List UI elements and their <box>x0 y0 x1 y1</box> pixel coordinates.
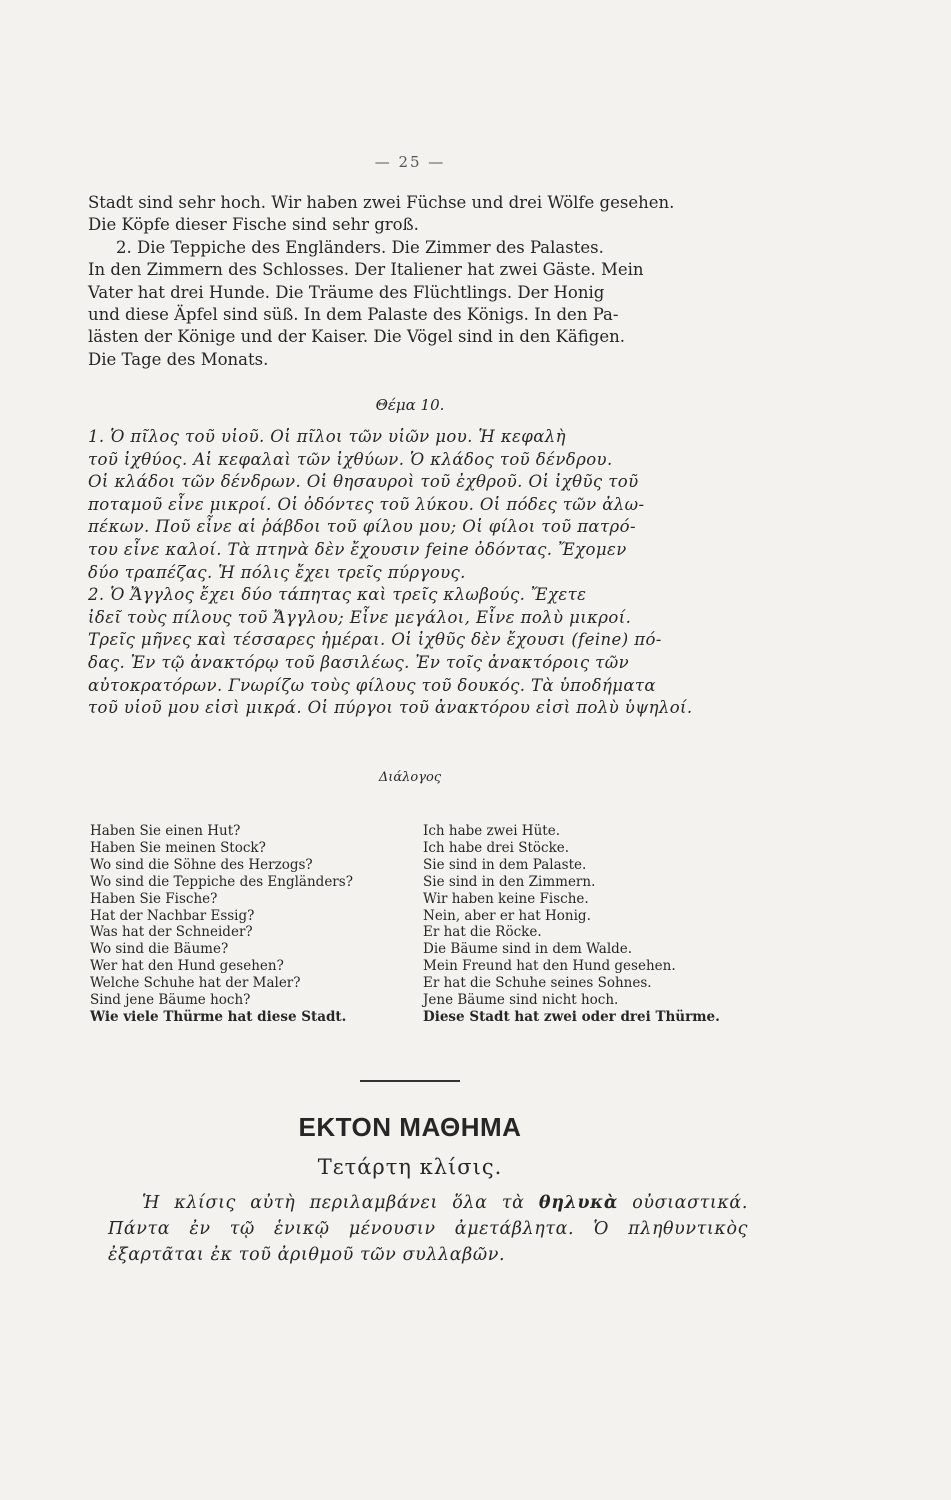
lesson-intro-text <box>108 1190 748 1268</box>
dialog-question: Haben Sie Fische? <box>90 890 218 907</box>
dialog-questions <box>90 823 410 1026</box>
dialog-question: Wo sind die Bäume? <box>90 941 229 958</box>
greek-line: ποταμοῦ εἶνε μικροί. Οἱ ὀδόντες τοῦ λύκου. Οἱ πόδες τῶν ἀλω- <box>88 494 645 514</box>
dialog-question: Hat der Nachbar Essig? <box>90 907 255 924</box>
dialog-answer: Nein, aber er hat Honig. <box>423 907 591 924</box>
german-line: Die Köpfe dieser Fische sind sehr groß. <box>88 215 419 235</box>
lesson-text-part: οὐσιαστικά. Πάντα ἐν τῷ ἑνικῷ μένουσιν ἀμετάβλητα. Ὁ πληθυντικὸς ἐξαρτᾶται ἐκ τοῦ ἀριθμοῦ τῶν συλλαβῶν. <box>108 1193 749 1265</box>
dialog-question: Sind jene Bäume hoch? <box>90 992 251 1009</box>
greek-line: 1. Ὁ πῖλος τοῦ υἱοῦ. Οἱ πῖλοι τῶν υἱῶν μου. Ἡ κεφαλὴ <box>88 427 566 446</box>
dialog-answer: Ich habe zwei Hüte. <box>423 823 560 839</box>
greek-line: 2. Ὁ Ἄγγλος ἔχει δύο τάπητας καὶ τρεῖς κλωβούς. Ἔχετε <box>88 585 587 605</box>
greek-line: ἰδεῖ τοὺς πίλους τοῦ Ἄγγλου; Εἶνε μεγάλοι, Εἶνε πολὺ μικροί. <box>88 607 632 627</box>
dialog-answer: Sie sind in dem Palaste. <box>423 856 587 873</box>
page-number: — 25 — <box>374 153 446 171</box>
german-line: lästen der Könige und der Kaiser. Die Vögel sind in den Käfigen. <box>88 327 625 347</box>
dialog-question: Was hat der Schneider? <box>90 924 253 941</box>
german-exercise-text <box>88 192 748 371</box>
dialog-answer: Die Bäume sind in dem Walde. <box>423 941 633 958</box>
dialog-question: Haben Sie meinen Stock? <box>90 839 266 856</box>
dialog-title: Διάλογος <box>378 770 442 785</box>
dialog-answer: Jene Bäume sind nicht hoch. <box>423 992 619 1009</box>
dialog-answer: Er hat die Röcke. <box>423 924 542 941</box>
lesson-text-part: Ἡ κλίσις αὐτὴ περιλαμβάνει ὅλα τὰ <box>142 1193 525 1213</box>
dialog-answers <box>423 823 743 1026</box>
greek-line: αὐτοκρατόρων. Γνωρίζω τοὺς φίλους τοῦ δουκός. Τὰ ὑποδήματα <box>88 675 656 695</box>
greek-line: του εἶνε καλοί. Τὰ πτηνὰ δὲν ἔχουσιν feine ὀδόντας. Ἔχομεν <box>88 539 627 559</box>
dialog-question: Haben Sie einen Hut? <box>90 823 241 839</box>
dialog-question: Wo sind die Söhne des Herzogs? <box>90 856 313 873</box>
dialog-answer: Wir haben keine Fische. <box>423 890 589 907</box>
lesson-text-emphasis: θηλυκὰ <box>538 1193 618 1213</box>
german-line: Stadt sind sehr hoch. Wir haben zwei Füchse und drei Wölfe gesehen. <box>88 193 675 212</box>
greek-line: πέκων. Ποῦ εἶνε αἱ ῥάβδοι τοῦ φίλου μου; Οἱ φίλοι τοῦ πατρό- <box>88 517 636 537</box>
greek-line: δύο τραπέζας. Ἡ πόλις ἔχει τρεῖς πύργους. <box>88 562 466 582</box>
greek-line: τοῦ υἱοῦ μου εἰσὶ μικρά. Οἱ πύργοι τοῦ ἀνακτόρου εἰσὶ πολὺ ὑψηλοί. <box>88 698 693 718</box>
german-line: und diese Äpfel sind süß. In dem Palaste des Königs. In den Pa- <box>88 305 619 325</box>
greek-exercise-text <box>88 426 750 720</box>
greek-line: Οἱ κλάδοι τῶν δένδρων. Οἱ θησαυροὶ τοῦ ἐχθροῦ. Οἱ ἰχθῦς τοῦ <box>88 472 639 492</box>
german-line: In den Zimmern des Schlosses. Der Italiener hat zwei Gäste. Mein <box>88 260 644 280</box>
dialog-answer: Ich habe drei Stöcke. <box>423 839 570 856</box>
lesson-subheading: Τετάρτη κλίσις. <box>317 1155 503 1179</box>
greek-line: Τρεῖς μῆνες καὶ τέσσαρες ἡμέραι. Οἱ ἰχθῦς δὲν ἔχουσι (feine) πό- <box>88 630 662 650</box>
german-line: Vater hat drei Hunde. Die Träume des Flüchtlings. Der Honig <box>88 282 605 302</box>
lesson-heading: ΕΚΤΟΝ ΜΑΘΗΜΑ <box>298 1112 522 1142</box>
dialog-question: Wer hat den Hund gesehen? <box>90 958 284 975</box>
exercise-label: Θέμα 10. <box>375 396 445 414</box>
german-line: 2. Die Teppiche des Engländers. Die Zimmer des Palastes. <box>116 237 604 257</box>
greek-line: δας. Ἐν τῷ ἀνακτόρῳ τοῦ βασιλέως. Ἐν τοῖς ἀνακτόροις τῶν <box>88 652 629 672</box>
greek-line: τοῦ ἰχθύος. Αἱ κεφαλαὶ τῶν ἰχθύων. Ὁ κλάδος τοῦ δένδρου. <box>88 449 613 469</box>
german-line: Die Tage des Monats. <box>88 349 269 369</box>
dialog-question: Wo sind die Teppiche des Engländers? <box>90 873 353 890</box>
lesson-paragraph <box>108 1190 748 1268</box>
dialog-answer: Diese Stadt hat zwei oder drei Thürme. <box>423 1008 720 1025</box>
dialog-answer: Mein Freund hat den Hund gesehen. <box>423 958 676 975</box>
dialog-question: Wie viele Thürme hat diese Stadt. <box>90 1008 347 1025</box>
dialog-answer: Er hat die Schuhe seines Sohnes. <box>423 975 652 992</box>
section-divider <box>360 1080 460 1082</box>
dialog-answer: Sie sind in den Zimmern. <box>423 873 596 890</box>
dialog-question: Welche Schuhe hat der Maler? <box>90 975 301 992</box>
